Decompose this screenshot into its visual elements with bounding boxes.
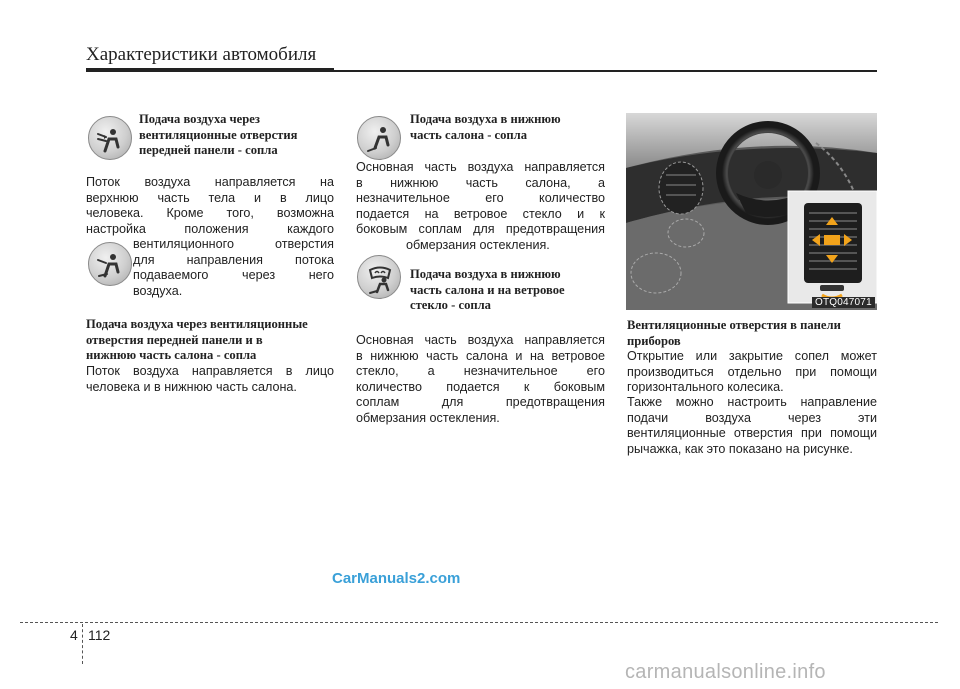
floor-mode-icon	[357, 116, 401, 160]
page-header-title: Характеристики автомобиля	[86, 44, 317, 65]
paragraph-bi-level	[86, 364, 334, 395]
body-line: обмерзания остекления.	[356, 410, 500, 425]
body-line: Основная часть воздуха направляется	[356, 160, 605, 174]
image-code-label: OTQ047071	[812, 297, 875, 308]
watermark-carmanuals2: CarManuals2.com	[332, 570, 461, 587]
body-line: в нижнюю часть салона и на ветровое	[356, 348, 605, 363]
heading-bi-level	[86, 317, 336, 364]
body-line: настройка положения каждого	[86, 221, 334, 236]
header-rule-thick	[86, 68, 334, 72]
body-line: боковым соплам для предотвращения	[356, 222, 605, 237]
body-line: Поток воздуха направляется на	[86, 175, 334, 189]
paragraph-face-vent	[86, 175, 334, 237]
heading-line: Подача воздуха через	[139, 112, 260, 126]
bi-level-mode-icon	[88, 242, 132, 286]
footer-divider	[20, 622, 938, 623]
paragraph-floor-defrost	[356, 333, 605, 427]
face-vent-mode-icon	[88, 116, 132, 160]
body-line: человека. Кроме того, возможна	[86, 206, 334, 221]
body-line: обмерзания остекления.	[406, 238, 550, 252]
heading-line: Подача воздуха в нижнюю	[410, 267, 561, 281]
header-rule-thin	[334, 70, 877, 72]
heading-line: нижнюю часть салона - сопла	[86, 348, 257, 363]
heading-line: часть салона и на ветровое	[410, 282, 565, 297]
heading-line: Подача воздуха через вентиляционные	[86, 317, 308, 331]
body-line: человека и в нижнюю часть салона.	[86, 379, 297, 394]
body-line: стекло, а незначительное его	[356, 364, 605, 379]
section-number: 4	[70, 627, 78, 643]
heading-line: вентиляционные отверстия	[139, 127, 298, 142]
paragraph-vent-open-close	[627, 349, 877, 396]
body-line: верхнюю часть тела и в лицо	[86, 190, 334, 205]
heading-line: передней панели - сопла	[139, 143, 278, 158]
paragraph-floor	[356, 160, 605, 238]
body-line: Открытие или закрытие сопел может	[627, 349, 877, 363]
body-line: Поток воздуха направляется в лицо	[86, 364, 334, 378]
paragraph-floor-last	[406, 238, 606, 254]
dashboard-vent-photo	[626, 113, 877, 310]
body-line: воздуха.	[133, 283, 183, 298]
body-line: горизонтального колесика.	[627, 380, 784, 395]
watermark-carmanualsonline: carmanualsonline.info	[625, 661, 826, 683]
paragraph-face-vent-cont	[133, 237, 334, 299]
body-line: производиться отдельно при помощи	[627, 364, 877, 379]
body-line: количество подается к боковым	[356, 379, 605, 394]
heading-line: приборов	[627, 333, 681, 348]
heading-line: Подача воздуха в нижнюю	[410, 112, 561, 126]
body-line: Основная часть воздуха направляется	[356, 333, 605, 347]
floor-defrost-mode-icon	[357, 255, 401, 299]
paragraph-vent-direction	[627, 395, 877, 457]
body-line: в нижнюю часть салона, а	[356, 175, 605, 190]
heading-line: Вентиляционные отверстия в панели	[627, 318, 841, 332]
body-line: подается на ветровое стекло и к	[356, 206, 605, 221]
footer-page-separator	[82, 624, 83, 664]
body-line: вентиляционного отверстия	[133, 237, 334, 251]
heading-face-vent	[139, 112, 339, 159]
heading-dashboard-vents	[627, 318, 877, 349]
body-line: соплам для предотвращения	[356, 395, 605, 410]
page-number: 112	[88, 627, 111, 643]
heading-line: часть салона - сопла	[410, 127, 528, 142]
heading-floor-defrost	[410, 267, 610, 314]
heading-line: отверстия передней панели и в	[86, 332, 263, 347]
body-line: незначительное его количество	[356, 191, 605, 206]
body-line: рычажка, как это показано на рисунке.	[627, 441, 853, 456]
body-line: подаваемого через него	[133, 268, 334, 283]
body-line: вентиляционные отверстия при помощи	[627, 426, 877, 441]
heading-line: стекло - сопла	[410, 298, 491, 313]
body-line: подачи воздуха через эти	[627, 410, 877, 425]
body-line: Также можно настроить направление	[627, 395, 877, 409]
body-line: для направления потока	[133, 252, 334, 267]
heading-floor	[410, 112, 610, 143]
